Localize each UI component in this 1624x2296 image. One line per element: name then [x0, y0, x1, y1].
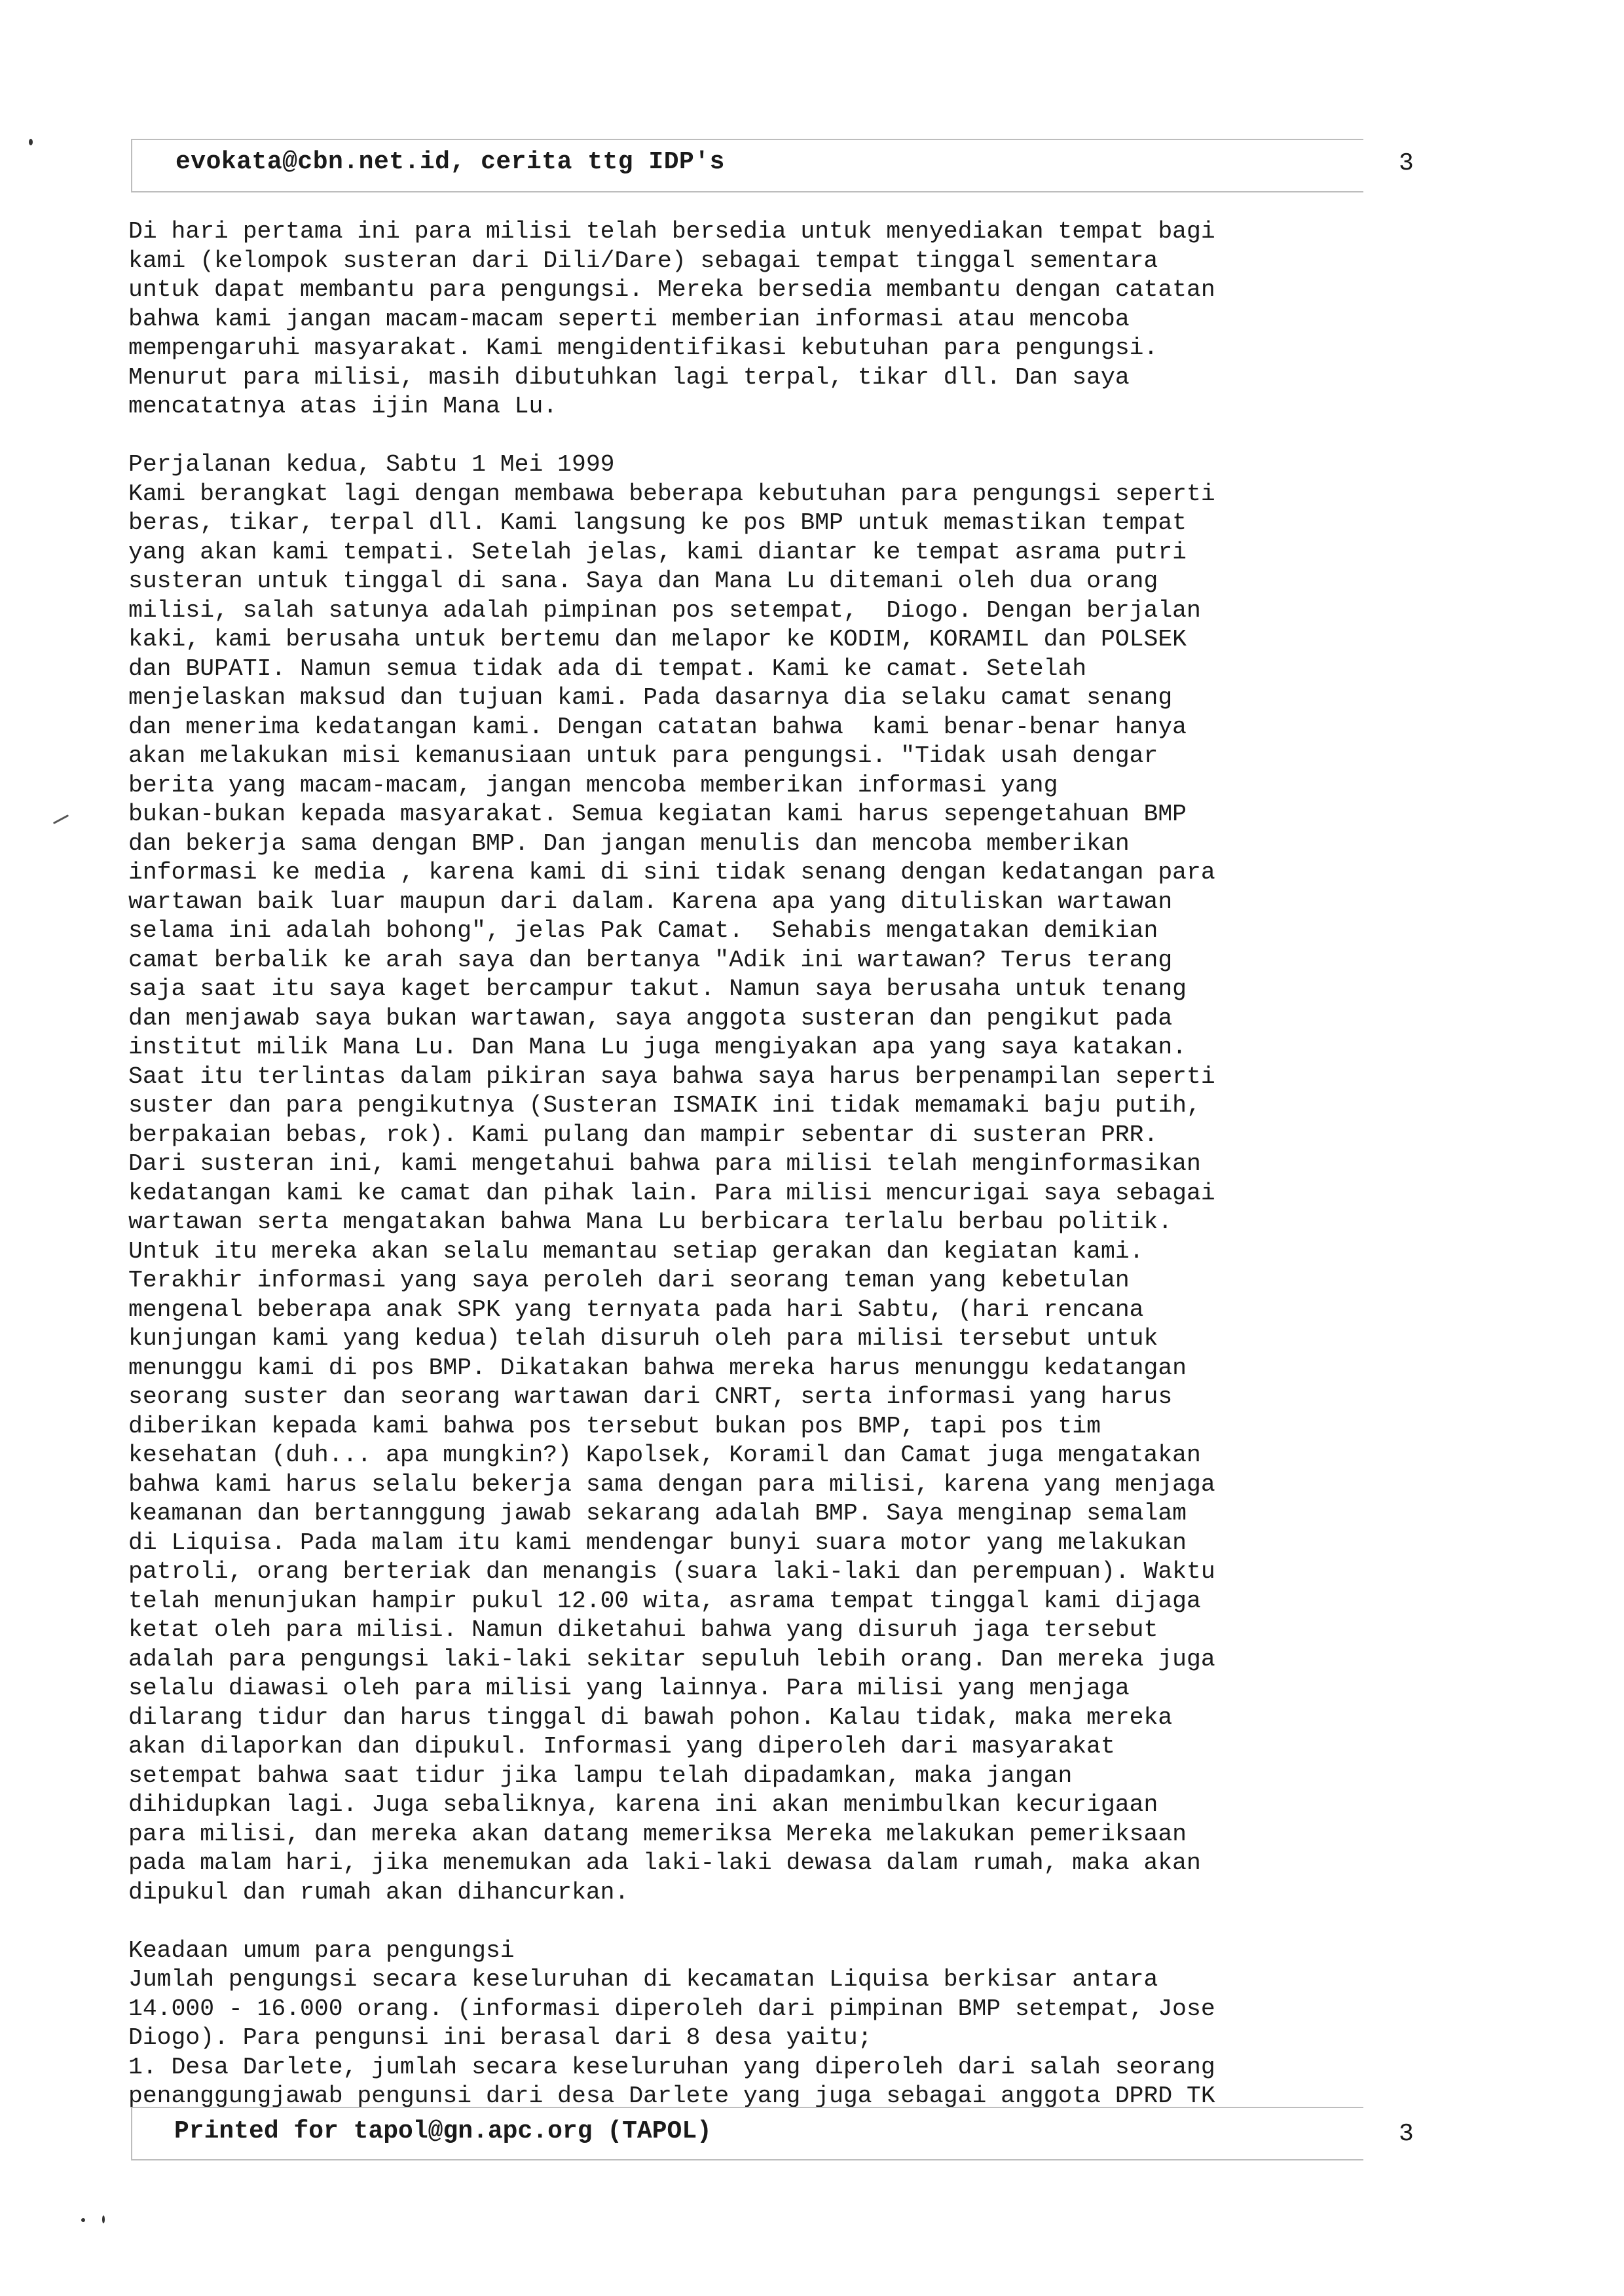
text-line: bahwa kami jangan macam-macam seperti memberian informasi atau mencoba [128, 305, 1130, 333]
text-line: kesehatan (duh... apa mungkin?) Kapolsek, Koramil dan Camat juga mengatakan [128, 1442, 1201, 1468]
text-line: ketat oleh para milisi. Namun diketahui bahwa yang disuruh jaga tersebut [128, 1616, 1158, 1643]
text-line: bukan-bukan kepada masyarakat. Semua kegiatan kami harus sepengetahuan BMP [128, 801, 1187, 828]
text-line: setempat bahwa saat tidur jika lampu telah dipadamkan, maka jangan [128, 1762, 1073, 1789]
blank-line [128, 422, 1392, 451]
text-line: dan menjawab saya bukan wartawan, saya anggota susteran dan pengikut pada [128, 1004, 1173, 1032]
text-line: kaki, kami berusaha untuk bertemu dan melapor ke KODIM, KORAMIL dan POLSEK [128, 626, 1187, 653]
text-line: informasi ke media , karena kami di sini tidak senang dengan kedatangan para [128, 859, 1215, 886]
page-header-title: evokata@cbn.net.id, cerita ttg IDP's [175, 148, 725, 176]
text-line: berpakaian bebas, rok). Kami pulang dan mampir sebentar di susteran PRR. [128, 1121, 1158, 1148]
text-line: penanggungjawab pengunsi dari desa Darlete yang juga sebagai anggota DPRD TK [128, 2083, 1215, 2109]
text-line: selalu diawasi oleh para milisi yang lainnya. Para milisi yang menjaga [128, 1675, 1130, 1702]
text-line: Menurut para milisi, masih dibutuhkan lagi terpal, tikar dll. Dan saya [128, 363, 1130, 391]
text-line: Kami berangkat lagi dengan membawa beberapa kebutuhan para pengungsi seperti [128, 480, 1215, 507]
page-footer-title: Printed for tapol@gn.apc.org (TAPOL) [174, 2117, 712, 2145]
text-line: wartawan serta mengatakan bahwa Mana Lu berbicara terlalu berbau politik. [128, 1209, 1173, 1235]
text-line: adalah para pengungsi laki-laki sekitar sepuluh lebih orang. Dan mereka juga [128, 1645, 1215, 1673]
text-line: suster dan para pengikutnya (Susteran ISMAIK ini tidak memamaki baju putih, [128, 1092, 1201, 1119]
page-header-number: 3 [1399, 149, 1414, 177]
text-line: dipukul dan rumah akan dihancurkan. [128, 1878, 629, 1906]
text-line: di Liquisa. Pada malam itu kami mendengar bunyi suara motor yang melakukan [128, 1529, 1187, 1556]
text-line: institut milik Mana Lu. Dan Mana Lu juga mengiyakan apa yang saya katakan. [128, 1034, 1187, 1061]
text-line: susteran untuk tinggal di sana. Saya dan Mana Lu ditemani oleh dua orang [128, 568, 1158, 594]
text-line: Keadaan umum para pengungsi [128, 1937, 515, 1964]
text-line: mempengaruhi masyarakat. Kami mengidentifikasi kebutuhan para pengungsi. [128, 335, 1158, 361]
text-line: Jumlah pengungsi secara keseluruhan di kecamatan Liquisa berkisar antara [128, 1966, 1158, 1993]
text-line: dihidupkan lagi. Juga sebaliknya, karena ini akan menimbulkan kecurigaan [128, 1791, 1158, 1818]
text-line: mengenal beberapa anak SPK yang ternyata pada hari Sabtu, (hari rencana [128, 1296, 1144, 1323]
text-line: seorang suster dan seorang wartawan dari CNRT, serta informasi yang harus [128, 1383, 1173, 1410]
text-line: dilarang tidur dan harus tinggal di bawah pohon. Kalau tidak, maka mereka [128, 1704, 1173, 1731]
text-line: keamanan dan bertannggung jawab sekarang adalah BMP. Saya menginap semalam [128, 1500, 1187, 1527]
text-line: menunggu kami di pos BMP. Dikatakan bahwa mereka harus menunggu kedatangan [128, 1354, 1187, 1381]
text-line: dan menerima kedatangan kami. Dengan catatan bahwa kami benar-benar hanya [128, 713, 1187, 740]
text-line: Diogo). Para pengunsi ini berasal dari 8 desa yaitu; [128, 2024, 872, 2051]
scan-speck [102, 2215, 105, 2223]
page-footer-number: 3 [1399, 2120, 1414, 2148]
text-line: patroli, orang berteriak dan menangis (suara laki-laki dan perempuan). Waktu [128, 1558, 1215, 1585]
text-line: dan bekerja sama dengan BMP. Dan jangan menulis dan mencoba memberikan [128, 829, 1130, 857]
text-line: Untuk itu mereka akan selalu memantau setiap gerakan dan kegiatan kami. [128, 1237, 1144, 1265]
text-line: 1. Desa Darlete, jumlah secara keseluruhan yang diperoleh dari salah seorang [128, 2053, 1215, 2081]
text-line: mencatatnya atas ijin Mana Lu. [128, 393, 558, 420]
text-line: camat berbalik ke arah saya dan bertanya "Adik ini wartawan? Terus terang [128, 946, 1173, 974]
text-line: pada malam hari, jika menemukan ada laki-laki dewasa dalam rumah, maka akan [128, 1850, 1201, 1876]
text-line: Dari susteran ini, kami mengetahui bahwa para milisi telah menginformasikan [128, 1150, 1201, 1177]
text-line: dan BUPATI. Namun semua tidak ada di tempat. Kami ke camat. Setelah [128, 655, 1087, 682]
text-line: diberikan kepada kami bahwa pos tersebut bukan pos BMP, tapi pos tim [128, 1412, 1101, 1440]
text-line: Terakhir informasi yang saya peroleh dari seorang teman yang kebetulan [128, 1267, 1130, 1294]
text-line: kami (kelompok susteran dari Dili/Dare) sebagai tempat tinggal sementara [128, 247, 1158, 274]
text-line: yang akan kami tempati. Setelah jelas, kami diantar ke tempat asrama putri [128, 538, 1187, 566]
text-line: Perjalanan kedua, Sabtu 1 Mei 1999 [128, 451, 615, 478]
text-line: saja saat itu saya kaget bercampur takut. Namun saya berusaha untuk tenang [128, 975, 1187, 1002]
scan-speck [53, 814, 69, 824]
text-line: berita yang macam-macam, jangan mencoba memberikan informasi yang [128, 771, 1058, 799]
scan-speck [29, 139, 33, 145]
text-line: 14.000 - 16.000 orang. (informasi diperoleh dari pimpinan BMP setempat, Jose [128, 1995, 1215, 2022]
text-line: kunjungan kami yang kedua) telah disuruh oleh para milisi tersebut untuk [128, 1325, 1158, 1352]
text-line: Saat itu terlintas dalam pikiran saya bahwa saya harus berpenampilan seperti [128, 1063, 1215, 1090]
text-line: telah menunjukan hampir pukul 12.00 wita, asrama tempat tinggal kami dijaga [128, 1587, 1201, 1614]
text-line: akan melakukan misi kemanusiaan untuk para pengungsi. "Tidak usah dengar [128, 742, 1158, 769]
text-line: kedatangan kami ke camat dan pihak lain. Para milisi mencurigai saya sebagai [128, 1179, 1215, 1207]
blank-line [128, 1907, 1392, 1937]
text-line: para milisi, dan mereka akan datang memeriksa Mereka melakukan pemeriksaan [128, 1820, 1187, 1848]
text-line: akan dilaporkan dan dipukul. Informasi yang diperoleh dari masyarakat [128, 1733, 1115, 1760]
document-body [128, 217, 1392, 2111]
text-line: wartawan baik luar maupun dari dalam. Karena apa yang dituliskan wartawan [128, 888, 1173, 915]
scan-speck [81, 2218, 85, 2222]
text-line: selama ini adalah bohong", jelas Pak Camat. Sehabis mengatakan demikian [128, 917, 1158, 944]
text-line: untuk dapat membantu para pengungsi. Mereka bersedia membantu dengan catatan [128, 276, 1215, 303]
text-line: beras, tikar, terpal dll. Kami langsung ke pos BMP untuk memastikan tempat [128, 509, 1187, 536]
text-line: menjelaskan maksud dan tujuan kami. Pada dasarnya dia selaku camat senang [128, 684, 1173, 711]
text-line: Di hari pertama ini para milisi telah bersedia untuk menyediakan tempat bagi [128, 218, 1215, 245]
text-line: milisi, salah satunya adalah pimpinan pos setempat, Diogo. Dengan berjalan [128, 596, 1201, 624]
text-line: bahwa kami harus selalu bekerja sama dengan para milisi, karena yang menjaga [128, 1470, 1215, 1498]
